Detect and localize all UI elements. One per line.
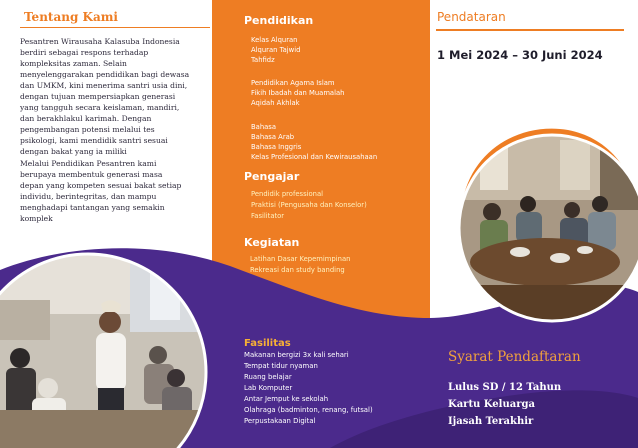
facilities-item: Tempat tidur nyaman	[244, 362, 318, 370]
education-item: Fikih Ibadah dan Muamalah	[251, 89, 345, 97]
education-item: Pendidikan Agama Islam	[251, 79, 335, 87]
facilities-item: Perpustakaan Digital	[244, 417, 316, 425]
facilities-item: Ruang belajar	[244, 373, 292, 381]
about-line: menyelenggarakan pendidikan bagi dewasa	[20, 70, 190, 80]
about-line: psikologi, kami mendidik santri sesuai	[20, 136, 168, 146]
facilities-item: Olahraga (badminton, renang, futsal)	[244, 406, 373, 414]
registration-dates: 1 Mei 2024 – 30 Juni 2024	[437, 48, 603, 62]
about-line: Pesantren Wirausaha Kalasuba Indonesia	[20, 37, 180, 46]
requirements-item: Lulus SD / 12 Tahun	[448, 382, 562, 393]
about-line: dengan tujuan mempersiapkan generasi	[20, 92, 176, 102]
teachers-title: Pengajar	[244, 170, 300, 183]
teachers-item: Fasilitator	[251, 212, 285, 220]
education-item: Aqidah Akhlak	[251, 99, 300, 107]
about-title: Tentang Kami	[20, 10, 210, 28]
about-line: yang tangguh secara keislaman, mandiri,	[20, 103, 180, 113]
about-line: komplek	[20, 213, 53, 223]
about-line: individu, berintegritas, dan mampu	[20, 191, 157, 201]
registration-title: Pendataran	[437, 10, 506, 24]
requirements-title: Syarat Pendaftaran	[448, 349, 581, 365]
about-line: pengembangan potensi melalui tes	[20, 125, 155, 135]
teachers-item: Praktisi (Pengusaha dan Konselor)	[251, 201, 367, 209]
education-title: Pendidikan	[244, 14, 314, 27]
facilities-item: Lab Komputer	[244, 384, 293, 392]
requirements-item: Ijasah Terakhir	[448, 416, 534, 427]
education-item: Bahasa Arab	[251, 133, 295, 141]
about-line: depan yang kompeten sesuai bakat setiap	[20, 180, 182, 190]
education-item: Tahfidz	[251, 56, 275, 64]
facilities-item: Makanan bergizi 3x kali sehari	[244, 351, 349, 359]
education-item: Kelas Alquran	[251, 36, 298, 44]
about-line: kompleksitas zaman. Selain	[20, 59, 127, 69]
requirements-item: Kartu Keluarga	[448, 399, 535, 410]
about-line: Melalui Pendidikan Pesantren kami	[20, 158, 157, 168]
activities-item: Rekreasi dan study banding	[250, 266, 345, 274]
about-line: dengan bakat yang ia miliki	[20, 147, 127, 157]
about-line: dan berakhlakul karimah. Dengan	[20, 114, 152, 124]
about-line: dan UMKM, kini menerima santri usia dini,	[20, 81, 188, 91]
about-line: berdiri sebagai respons terhadap	[20, 48, 149, 58]
activities-title: Kegiatan	[244, 236, 300, 249]
education-item: Kelas Profesional dan Kewirausahaan	[251, 153, 378, 161]
about-line: berupaya membentuk generasi masa	[20, 169, 163, 179]
facilities-title: Fasilitas	[244, 338, 291, 349]
facilities-item: Antar Jemput ke sekolah	[244, 395, 329, 403]
teachers-item: Pendidik professional	[251, 190, 324, 198]
about-line: menghadapi tantangan yang semakin	[20, 202, 165, 212]
education-item: Bahasa Inggris	[251, 143, 302, 151]
education-item: Alquran Tajwid	[251, 46, 301, 54]
education-item: Bahasa	[251, 123, 277, 131]
registration-divider	[436, 29, 624, 31]
about-body	[20, 36, 210, 224]
activities-item: Latihan Dasar Kepemimpinan	[250, 255, 351, 263]
